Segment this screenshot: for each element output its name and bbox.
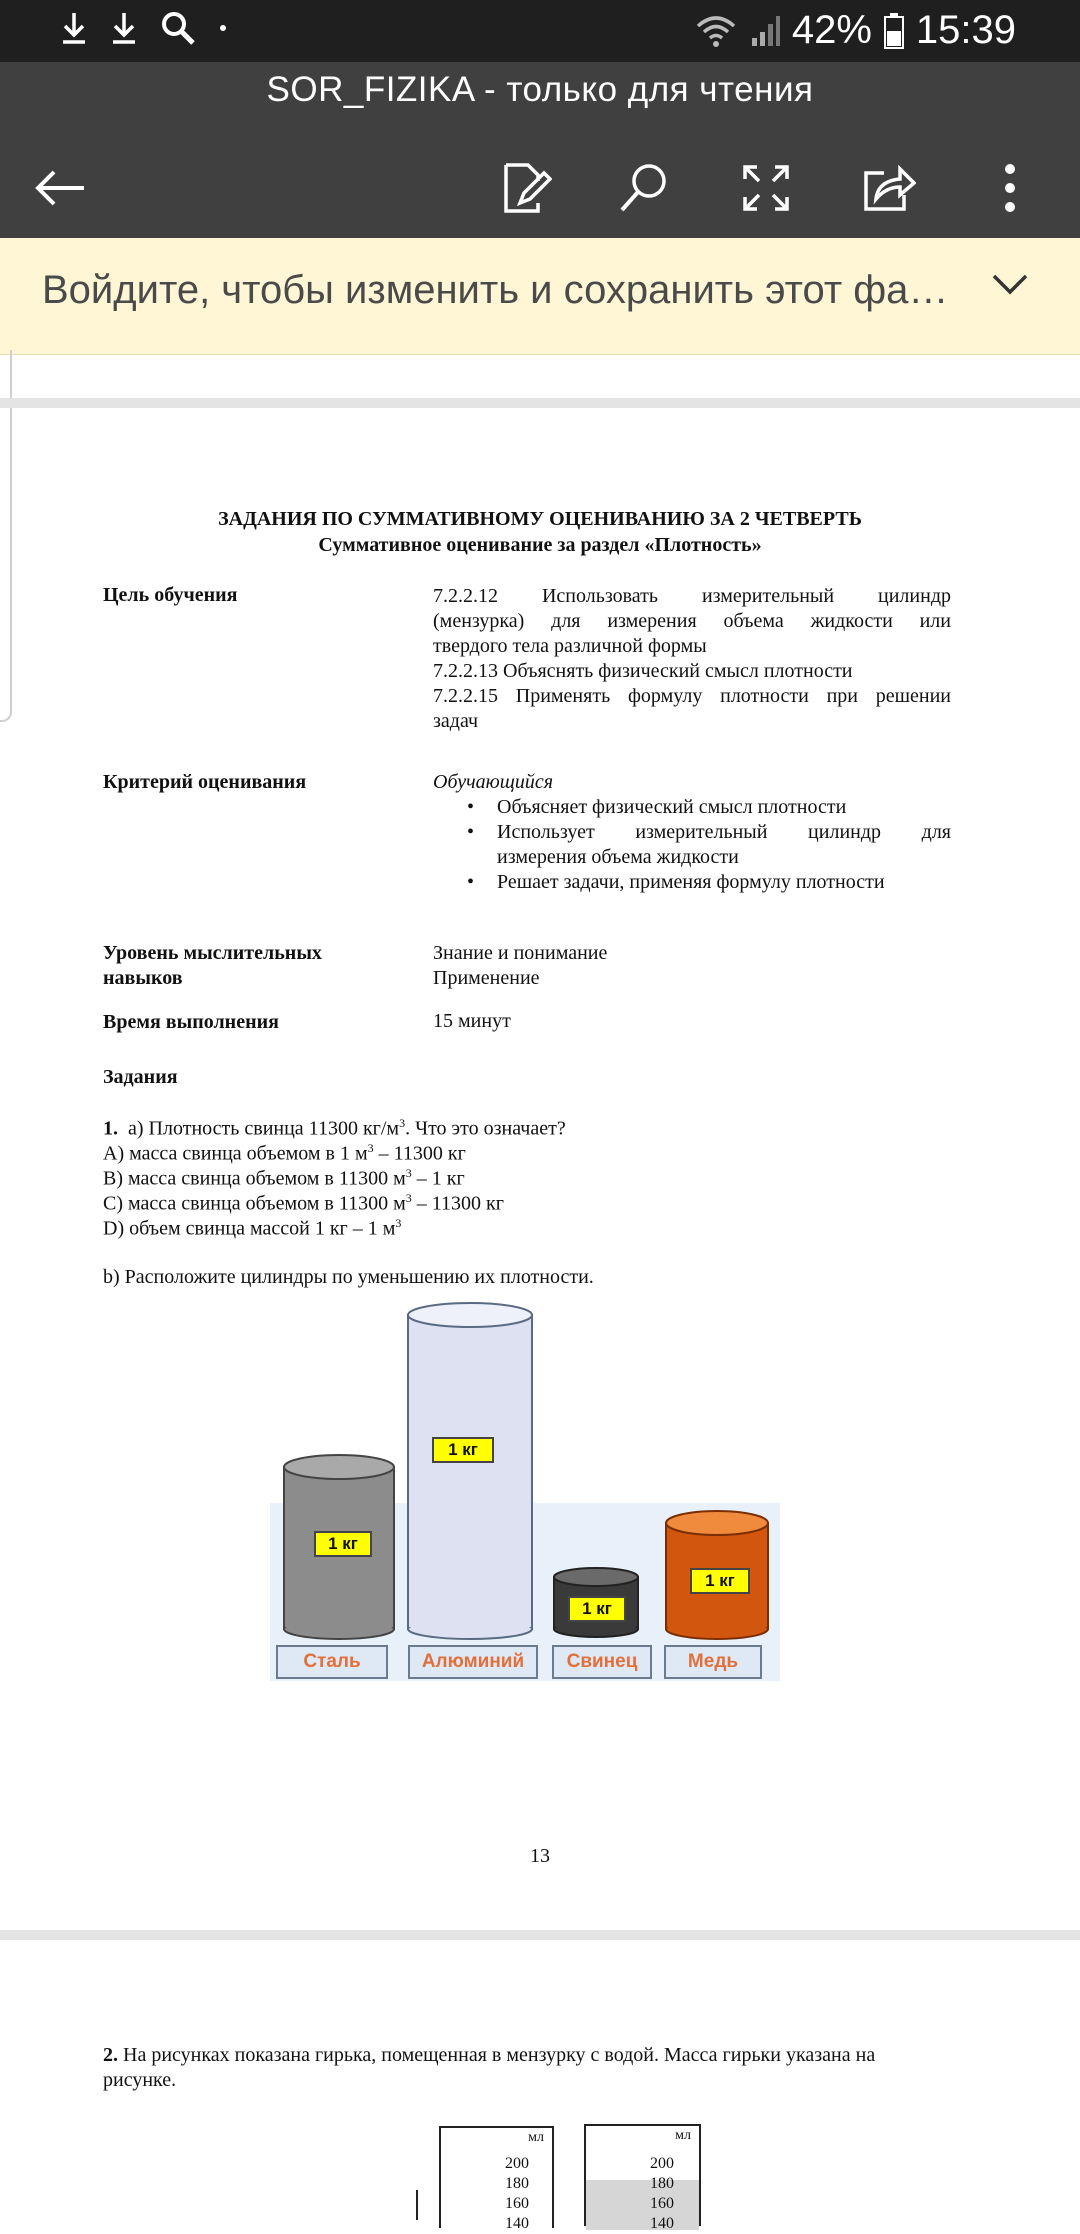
level-label: Уровень мыслительных навыков xyxy=(103,942,322,989)
time-value: 15 минут xyxy=(433,1010,511,1032)
aluminium-mass-label: 1 кг xyxy=(432,1437,494,1463)
heading-sub: Суммативное оценивание за раздел «Плотность» xyxy=(318,534,762,556)
tasks-label: Задания xyxy=(103,1066,178,1088)
steel-mass-label: 1 кг xyxy=(314,1531,372,1557)
steel-label: Сталь xyxy=(276,1645,388,1679)
water-level xyxy=(586,2180,699,2230)
share-button[interactable] xyxy=(852,152,924,224)
aluminium-cylinder-top xyxy=(408,1303,532,1327)
fullscreen-button[interactable] xyxy=(730,152,802,224)
lead-cylinder-top xyxy=(554,1568,638,1586)
lead-mass-label: 1 кг xyxy=(568,1596,626,1622)
question-1b: b) Расположите цилиндры по уменьшению их плотности. xyxy=(103,1266,594,1288)
beaker-left xyxy=(439,2126,554,2232)
download-icon xyxy=(110,11,138,45)
more-vertical-icon xyxy=(1002,163,1018,213)
goal-text: 7.2.2.12 Использовать измерительный цилиндр (мензурка) для измерения объема жидкости или твердого тела различной формы 7.2.2.13 Объяснять физический смысл плотности 7.2.2.15 Применять формулу плотности при решении задач xyxy=(433,585,951,732)
share-icon xyxy=(860,163,916,213)
beaker-right xyxy=(584,2124,701,2232)
chevron-down-icon[interactable] xyxy=(990,272,1030,296)
copper-cylinder-top xyxy=(666,1511,768,1535)
copper-label: Медь xyxy=(664,1645,762,1679)
option-a: А) масса свинца объемом в 1 $м^3 - 11300$ кг xyxy=(103,1141,466,1165)
cylinders-figure xyxy=(270,1295,780,1685)
wifi-icon xyxy=(694,14,738,48)
beaker-unit: мл xyxy=(528,2130,544,2145)
document-title: SOR_FIZIKA - только для чтения xyxy=(266,70,814,109)
download-icon xyxy=(60,11,88,45)
beaker-unit: мл xyxy=(675,2128,691,2143)
copper-mass-label: 1 кг xyxy=(690,1568,750,1594)
cylinders-drawing xyxy=(270,1295,780,1685)
search-icon xyxy=(617,161,671,215)
notification-icons xyxy=(60,10,228,46)
fullscreen-icon xyxy=(741,163,791,213)
battery-icon xyxy=(884,13,904,49)
criteria-item: • Решает задачи, применяя формулу плотности xyxy=(433,870,951,895)
criteria-text: Обучающийся • Объясняет физический смысл плотности • Использует измерительный цилиндр для измерения объема жидкости • Решает задачи, применяя формулу плотности xyxy=(433,770,951,895)
sign-in-banner-text: Войдите, чтобы изменить и сохранить этот фа… xyxy=(42,268,949,312)
search-button[interactable] xyxy=(608,152,680,224)
status-bar xyxy=(0,0,1080,62)
lead-label: Свинец xyxy=(552,1645,652,1679)
level-text: Знание и понимание Применение xyxy=(433,942,608,989)
search-icon xyxy=(160,10,196,46)
sign-in-banner[interactable] xyxy=(0,238,1080,355)
page-separator xyxy=(0,1930,1080,1940)
app-bar xyxy=(0,62,1080,238)
signal-icon xyxy=(750,14,780,48)
dot-icon xyxy=(218,23,228,33)
criteria-item: • Объясняет физический смысл плотности xyxy=(433,795,951,820)
option-c: С) масса свинца объемом в 11300 $м^3 - 11300$ кг xyxy=(103,1191,504,1215)
aluminium-label: Алюминий xyxy=(408,1645,538,1679)
battery-percent: 42% xyxy=(791,8,872,52)
question-1a: 1. a) Плотность свинца 11300 $кг/м^3$. Что это означает? xyxy=(103,1116,566,1140)
goal-label: Цель обучения xyxy=(103,584,238,606)
steel-cylinder-top xyxy=(284,1455,394,1479)
edit-document-icon xyxy=(498,161,552,215)
beaker-scale: 200 180 160 140 xyxy=(650,2155,674,2232)
system-status xyxy=(694,8,1016,53)
option-d: D) объем свинца массой 1 кг – 1 $м^3$ xyxy=(103,1216,402,1240)
clock: 15:39 xyxy=(915,8,1016,52)
page-separator xyxy=(0,398,1080,408)
beaker-scale: 200 180 160 140 xyxy=(505,2155,529,2232)
page-number: 13 xyxy=(530,1845,550,1867)
aluminium-cylinder-fill xyxy=(409,1317,531,1627)
back-arrow-icon xyxy=(32,168,88,208)
option-b: В) масса свинца объемом в 11300 $м^3 - 1$ кг xyxy=(103,1166,465,1190)
time-label: Время выполнения xyxy=(103,1011,279,1033)
more-options-button[interactable] xyxy=(974,152,1046,224)
weight-string xyxy=(416,2190,418,2220)
heading-main: ЗАДАНИЯ ПО СУММАТИВНОМУ ОЦЕНИВАНИЮ ЗА 2 ЧЕТВЕРТЬ xyxy=(218,508,862,530)
edit-button[interactable] xyxy=(489,152,561,224)
criteria-label: Критерий оценивания xyxy=(103,771,307,793)
criteria-item: • Использует измерительный цилиндр для xyxy=(433,820,951,845)
question-2: 2. На рисунках показана гирька, помещенная в мензурку с водой. Масса гирьки указана на рисунке. xyxy=(103,2044,876,2091)
back-button[interactable] xyxy=(24,152,96,224)
